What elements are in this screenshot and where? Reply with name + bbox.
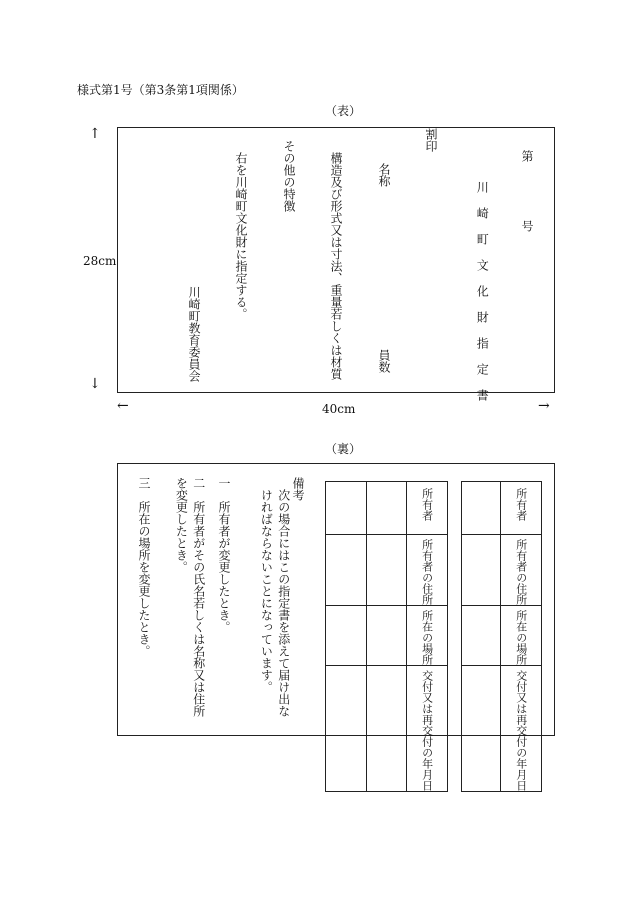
notes-title: 備考 [291, 477, 305, 501]
table2-owner-header: 所有者 [407, 482, 448, 535]
note-item-3: 三 所在の場所を変更したとき。 [137, 477, 151, 657]
right-arrow-icon: → [538, 398, 550, 414]
number-go-label: 号 [520, 220, 534, 232]
table1-owner-header: 所有者 [501, 482, 542, 535]
table2-empty-cell [366, 606, 407, 666]
table2-empty-cell [366, 535, 407, 606]
back-side-label: （裏） [325, 442, 362, 456]
owner-history-table-2 [325, 481, 448, 792]
form-number-title: 様式第1号（第3条第1項関係） [77, 83, 244, 97]
note-item-2: 二 所有者がその氏名若しくは名称又は住所を変更したとき。 [174, 477, 206, 717]
table1-empty-cell [462, 666, 501, 792]
table2-empty-cell [366, 666, 407, 792]
table1-location-header: 所在の場所 [501, 606, 542, 666]
structure-field-label: 構造及び形式又は寸法、重量若しくは材質 [329, 152, 343, 380]
notes-intro: 次の場合にはこの指定書を添えて届け出なければならないことになっています。 [259, 489, 291, 717]
table1-empty-cell [462, 606, 501, 666]
table2-location-header: 所在の場所 [407, 606, 448, 666]
left-arrow-icon: ← [117, 398, 129, 414]
note-item-1: 一 所有者が変更したとき。 [217, 477, 231, 633]
table2-date-header: 交付又は再交付の年月日 [407, 666, 448, 792]
height-dimension-label: 28cm [83, 254, 117, 268]
owner-history-table-1 [461, 481, 542, 792]
certificate-title: 川 崎 町 文 化 財 指 定 書 [475, 181, 490, 401]
up-arrow-icon: ↑ [89, 126, 101, 142]
tally-seal-label: 割印 [424, 128, 438, 152]
table2-empty-cell [326, 606, 367, 666]
issuer-name: 川崎町教育委員会 [187, 286, 201, 382]
front-side-label: （表） [325, 104, 362, 118]
table1-empty-cell [462, 482, 501, 535]
features-field-label: その他の特徴 [282, 140, 296, 212]
quantity-field-label: 員数 [377, 349, 391, 373]
table2-address-header: 所有者の住所 [407, 535, 448, 606]
width-dimension-label: 40cm [322, 402, 356, 416]
table2-empty-cell [326, 535, 367, 606]
table2-empty-cell [326, 666, 367, 792]
down-arrow-icon: ↓ [89, 376, 101, 392]
table1-empty-cell [462, 535, 501, 606]
designation-statement: 右を川崎町文化財に指定する。 [234, 152, 248, 320]
table2-empty-cell [326, 482, 367, 535]
number-dai-label: 第 [520, 150, 534, 162]
name-field-label: 名称 [377, 163, 391, 187]
table1-date-header: 交付又は再交付の年月日 [501, 666, 542, 792]
table1-address-header: 所有者の住所 [501, 535, 542, 606]
table2-empty-cell [366, 482, 407, 535]
